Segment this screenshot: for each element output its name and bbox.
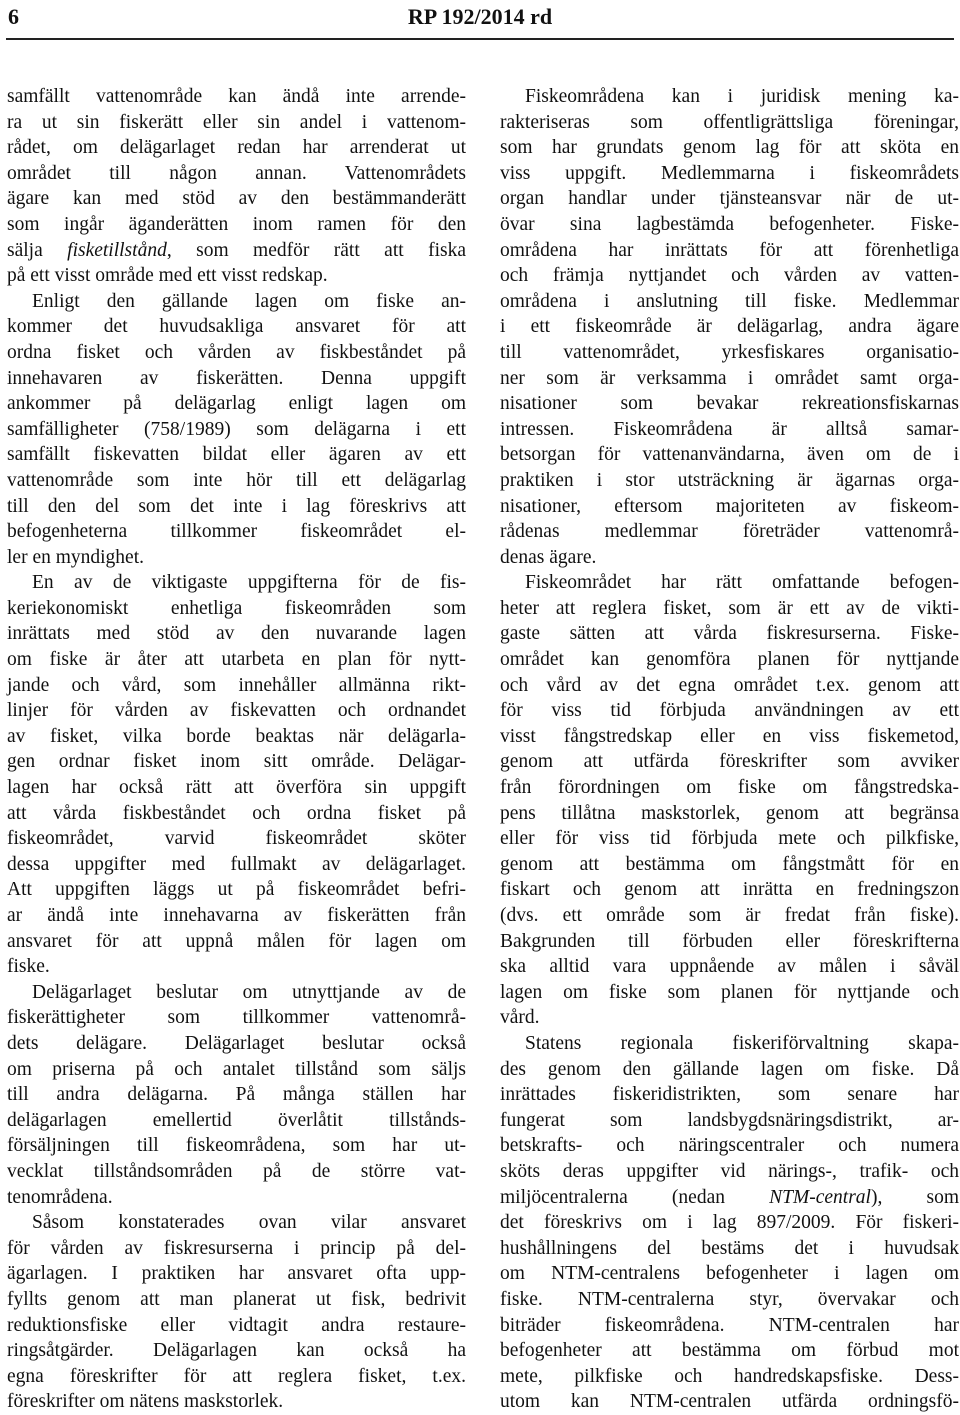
right-column-line: rakteriseras som offentligrättsliga föreningar,	[500, 111, 959, 133]
right-column-line: Fiskeområdena kan i juridisk mening ka-	[525, 86, 959, 107]
left-column-line: på ett visst område med ett visst redskap.	[7, 265, 328, 287]
left-column-line: Delägarlaget beslutar om utnyttjande av de	[32, 981, 466, 1003]
right-column-line: från förordningen om fiske om fångstredska-	[500, 777, 959, 799]
left-column-line: delägarlagen emellertid överlåtit tillstånds-	[7, 1109, 466, 1131]
right-column-line: om NTM-centralens befogenheter i lagen om	[500, 1263, 959, 1285]
left-column-line: ordna fisket och vården av fiskbeståndet på	[7, 341, 466, 363]
left-column-line: som ingår äganderätten inom ramen för den	[7, 213, 466, 235]
right-column-line	[500, 1185, 959, 1211]
right-column	[500, 84, 959, 1415]
left-column-line: jande och vård, som innehåller allmänna rikt-	[7, 674, 466, 696]
left-column-line: ankommer på delägarlag enligt lagen om	[7, 393, 466, 415]
right-column-line: betsorgan för vattenanvändarna, även om de i	[500, 444, 959, 466]
left-column-line: Enligt den gällande lagen om fiske an-	[32, 290, 466, 312]
line-text: miljöcentralerna (nedan	[500, 1186, 770, 1208]
right-column-line: intressen. Fiskeområdena är alltså samar-	[500, 418, 959, 440]
right-column-line: vård.	[500, 1007, 540, 1029]
page-number: 6	[8, 4, 19, 29]
header-rule	[6, 38, 954, 40]
left-column-line: samfällt vattenområde kan ändå inte arrende-	[7, 86, 466, 107]
left-column-line: tenområdena.	[7, 1186, 113, 1208]
left-column-line: Att uppgiften läggs ut på fiskeområdet befri-	[7, 879, 466, 901]
left-column	[7, 84, 466, 1415]
right-column-line: denas ägare.	[500, 546, 597, 568]
right-column-line: och vård av det egna området t.ex. genom att	[500, 674, 959, 696]
right-column-line: pens tillåtna maskstorlek, genom att begränsa	[500, 802, 959, 824]
left-column-line: ra ut sin fiskerätt eller sin andel i vattenom-	[7, 111, 466, 133]
left-column-line: gen ordnar fisket inom sitt område. Delägar-	[7, 751, 466, 773]
left-column-line: Såsom konstaterades ovan vilar ansvaret	[32, 1212, 466, 1234]
left-column-line: till andra delägarna. På många ställen har	[7, 1084, 466, 1106]
left-column-line: föreskrifter om nätens maskstorlek.	[7, 1391, 284, 1413]
right-column-line: ska alltid vara uppnående av målen i såväl	[500, 956, 959, 978]
right-column-line: utom kan NTM-centralen utfärda ordningsfö-	[500, 1391, 959, 1413]
left-column-line: ringsåtgärder. Delägarlagen kan också ha	[7, 1340, 466, 1362]
left-column-line: ägare kan med stöd av den bestämmanderätt	[7, 188, 466, 210]
right-column-line: befogenheter att bestämma om förbud mot	[500, 1340, 959, 1362]
left-column-line: försäljningen till fiskeområdena, som har ut-	[7, 1135, 466, 1157]
line-text: ), som	[870, 1186, 959, 1208]
left-column-line: samfälligheter (758/1989) som delägarna i ett	[7, 418, 466, 440]
right-column-line: genom att utfärda föreskrifter som avviker	[500, 751, 959, 773]
right-column-line: praktiken i stor utsträckning är ägarnas orga-	[500, 469, 959, 491]
right-column-line: Bakgrunden till förbuden eller föreskrifterna	[500, 930, 959, 952]
left-column-line: En av de viktigaste uppgifterna för de fis-	[32, 572, 466, 594]
line-text: sälja	[7, 239, 68, 261]
right-column-line: som har grundats genom lag för att sköta en	[500, 137, 959, 159]
left-column-line: ägarlagen. I praktiken har ansvaret ofta upp-	[7, 1263, 466, 1285]
right-column-line: området kan genomföra planen för nyttjande	[500, 649, 959, 671]
left-column-line: kommer det huvudsakliga ansvaret för att	[7, 316, 466, 338]
right-column-line: ner som är verksamma i området samt orga-	[500, 367, 959, 389]
right-column-line: fungerat som landsbygdsnäringsdistrikt, ar-	[500, 1109, 959, 1131]
right-column-line: (dvs. ett område som är fredat från fiske).	[500, 905, 959, 926]
right-column-line: des genom den gällande lagen om fiske. Då	[500, 1058, 959, 1080]
right-column-line: fiske. NTM-centralerna styr, övervakar och	[500, 1288, 959, 1310]
left-column-line: linjer för vården av fiskevatten och ordnandet	[7, 700, 466, 722]
left-column-line: att vårda fiskbeståndet och ordna fisket på	[7, 802, 466, 824]
right-column-line: eller för viss tid förbjuda mete och pilkfiske,	[500, 828, 959, 850]
right-column-line: organ handlar under tjänsteansvar när de ut-	[500, 188, 959, 210]
left-column-line: fyllts genom att man planerat ut fisk, bedrivit	[7, 1288, 466, 1310]
left-column-line: om fiske är åter att utarbeta en plan för nytt-	[7, 649, 466, 671]
page-header	[0, 0, 960, 40]
left-column-line: rådet, om delägarlaget redan har arrenderat ut	[7, 137, 466, 159]
right-column-line: nisationer som bevakar rekreationsfiskarnas	[500, 393, 959, 415]
right-column-line: områdena har inrättats för att förenhetliga	[500, 239, 959, 261]
emphasized-term: fisketillstånd	[67, 239, 167, 261]
right-column-line: det föreskrivs om i lag 897/2009. För fiskeri-	[500, 1212, 959, 1234]
left-column-line: lagen har också rätt att överföra sin uppgift	[7, 777, 466, 799]
right-column-line: betskrafts- och näringscentraler och numera	[500, 1135, 959, 1157]
right-column-line: gaste sätten att vårda fiskresurserna. Fiske-	[500, 623, 959, 645]
emphasized-term: NTM-central	[769, 1186, 871, 1208]
right-column-line: Fiskeområdet har rätt omfattande befogen-	[525, 572, 959, 594]
right-column-line: övar sina lagbestämda befogenheter. Fiske-	[500, 213, 959, 235]
right-column-line: visst fångstredskap eller en viss fiskemetod,	[500, 725, 959, 747]
left-column-line: fiske.	[7, 956, 50, 978]
left-column-line: ansvaret för att uppnå målen för lagen om	[7, 930, 466, 952]
right-column-line: rådenas medlemmar företräder vattenområ-	[500, 521, 959, 543]
body-columns	[0, 84, 960, 1413]
left-column-line: om priserna på och antalet tillstånd som säljs	[7, 1058, 466, 1080]
left-column-line: vecklat tillståndsområden på de större vat-	[7, 1160, 466, 1182]
left-column-line: reduktionsfiske eller vidtagit andra restaure-	[7, 1314, 466, 1336]
left-column-line: fiskerättigheter som tillkommer vattenområ-	[7, 1007, 466, 1029]
right-column-line: hushållningens del bestäms det i huvudsak	[500, 1237, 959, 1259]
right-column-line: och främja nyttjandet och vården av vatten-	[500, 265, 959, 287]
left-column-line: innehavaren av fiskerätten. Denna uppgift	[7, 367, 466, 389]
left-column-line	[7, 238, 466, 264]
right-column-line: viss uppgift. Medlemmarna i fiskeområdets	[500, 162, 959, 184]
left-column-line: fiskeområdet, varvid fiskeområdet sköter	[7, 828, 466, 850]
right-column-line: Statens regionala fiskeriförvaltning skapa-	[525, 1032, 959, 1054]
right-column-line: genom att bestämma om fångstmått för en	[500, 853, 959, 875]
left-column-line: ar ändå inte innehavarna av fiskerätten från	[7, 905, 466, 926]
left-column-line: vattenområde som inte hör till ett delägarlag	[7, 469, 466, 491]
right-column-line: fiskart och genom att inrätta en fredningszon	[500, 879, 959, 901]
right-column-line: till vattenområdet, yrkesfiskares organisatio-	[500, 341, 959, 363]
left-column-line: till den del som det inte i lag föreskrivs att	[7, 495, 466, 517]
left-column-line: dets delägare. Delägarlaget beslutar också	[7, 1032, 466, 1054]
left-column-line: befogenheterna tillkommer fiskeområdet el-	[7, 521, 466, 543]
left-column-line: inrättats med stöd av den nuvarande lagen	[7, 623, 466, 645]
right-column-line: biträder fiskeområdena. NTM-centralen har	[500, 1314, 959, 1336]
left-column-line: ler en myndighet.	[7, 546, 145, 568]
left-column-line: av fisket, vilka borde beaktas när delägarla-	[7, 725, 466, 747]
right-column-line: heter att reglera fisket, som är ett av de vikti-	[500, 597, 959, 619]
left-column-line: dessa uppgifter med fullmakt av delägarlaget.	[7, 853, 466, 875]
left-column-line: området till någon annan. Vattenområdets	[7, 162, 466, 184]
left-column-line: samfällt fiskevatten bildat eller ägaren av ett	[7, 444, 466, 466]
right-column-line: för viss tid förbjuda användningen av ett	[500, 700, 959, 722]
line-text: , som medför rätt att fiska	[166, 239, 466, 261]
right-column-line: i ett fiskeområde är delägarlag, andra ägare	[500, 316, 959, 338]
right-column-line: mete, pilkfiske och handredskapsfiske. Dess-	[500, 1365, 959, 1387]
left-column-line: keriekonomiskt enhetliga fiskeområden som	[7, 597, 466, 619]
right-column-line: lagen om fiske som planen för nyttjande och	[500, 981, 959, 1003]
right-column-line: sköts deras uppgifter vid närings-, trafik- och	[500, 1160, 959, 1182]
left-column-line: för vården av fiskresurserna i princip på del-	[7, 1237, 466, 1259]
right-column-line: inrättades fiskeridistrikten, som senare har	[500, 1084, 959, 1106]
right-column-line: nisationer, eftersom majoriteten av fiskeom-	[500, 495, 959, 517]
document-id: RP 192/2014 rd	[407, 4, 553, 29]
left-column-line: egna föreskrifter för att reglera fisket, t.ex.	[7, 1365, 466, 1387]
right-column-line: områdena i anslutning till fiske. Medlemmar	[500, 290, 959, 312]
